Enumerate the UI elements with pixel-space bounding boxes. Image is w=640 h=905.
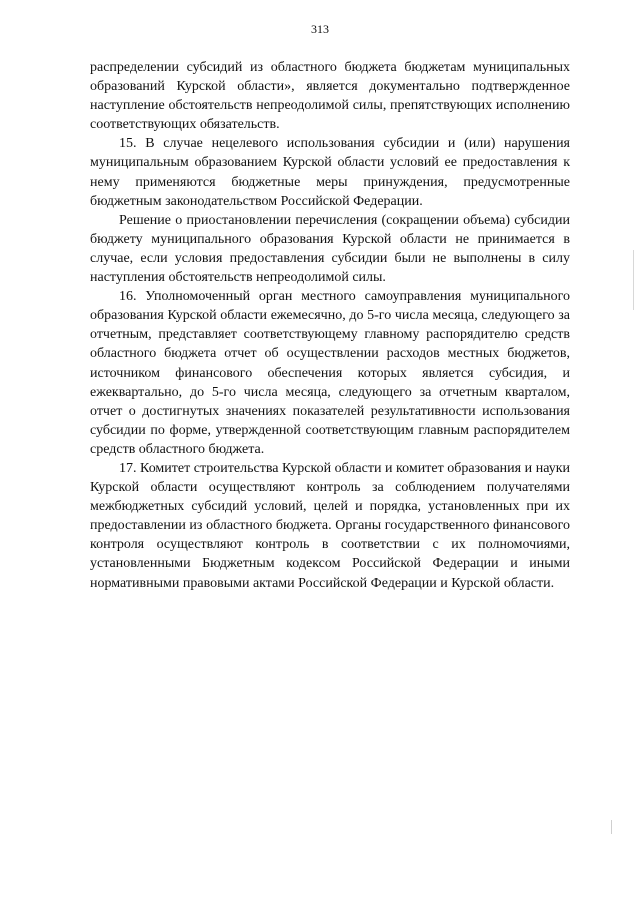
document-body xyxy=(90,58,570,593)
scan-margin-mark xyxy=(633,250,634,310)
paragraph-continuation: распределении субсидий из областного бюджета бюджетам муниципальных образований Курской области», является документально подтвержденное наступление обстоятельств непреодолимой силы, препятствующих исполнению соответствующих обязательств. xyxy=(90,60,570,133)
paragraph-item-17: 17. Комитет строительства Курской области и комитет образования и науки Курской области осуществляют контроль за соблюдением получателями межбюджетных субсидий условий, целей и порядка, установленных при их предоставлении из областного бюджета. Органы государственного финансового контроля осуществляют контроль в соответствии с их полномочиями, установленными Бюджетным кодексом Российской Федерации и иными нормативными правовыми актами Российской Федерации и Курской области. xyxy=(90,460,570,591)
scan-margin-mark-bottom xyxy=(611,820,612,834)
paragraph-item-16: 16. Уполномоченный орган местного самоуправления муниципального образования Курской области ежемесячно, до 5-го числа месяца, следующего за отчетным, представляет соответствующему главному распорядителю средств областного бюджета отчет об осуществлении расходов местных бюджетов, источником финансового обеспечения которых является субсидия, и ежеквартально, до 5-го числа месяца, следующего за отчетным кварталом, отчет о достигнутых значениях показателей результативности использования субсидии по форме, утвержденной соответствующим главным распорядителем средств областного бюджета. xyxy=(90,289,570,457)
paragraph-decision: Решение о приостановлении перечисления (сокращении объема) субсидии бюджету муниципального образования Курской области не принимается в случае, если условия предоставления субсидии были не выполнены в силу наступления обстоятельств непреодолимой силы. xyxy=(90,212,570,286)
paragraph-item-15: 15. В случае нецелевого использования субсидии и (или) нарушения муниципальным образованием Курской области условий ее предоставления к нему применяются бюджетные меры принуждения, предусмотренные бюджетным законодательством Российской Федерации. xyxy=(90,136,570,209)
page-number: 313 xyxy=(311,22,329,36)
